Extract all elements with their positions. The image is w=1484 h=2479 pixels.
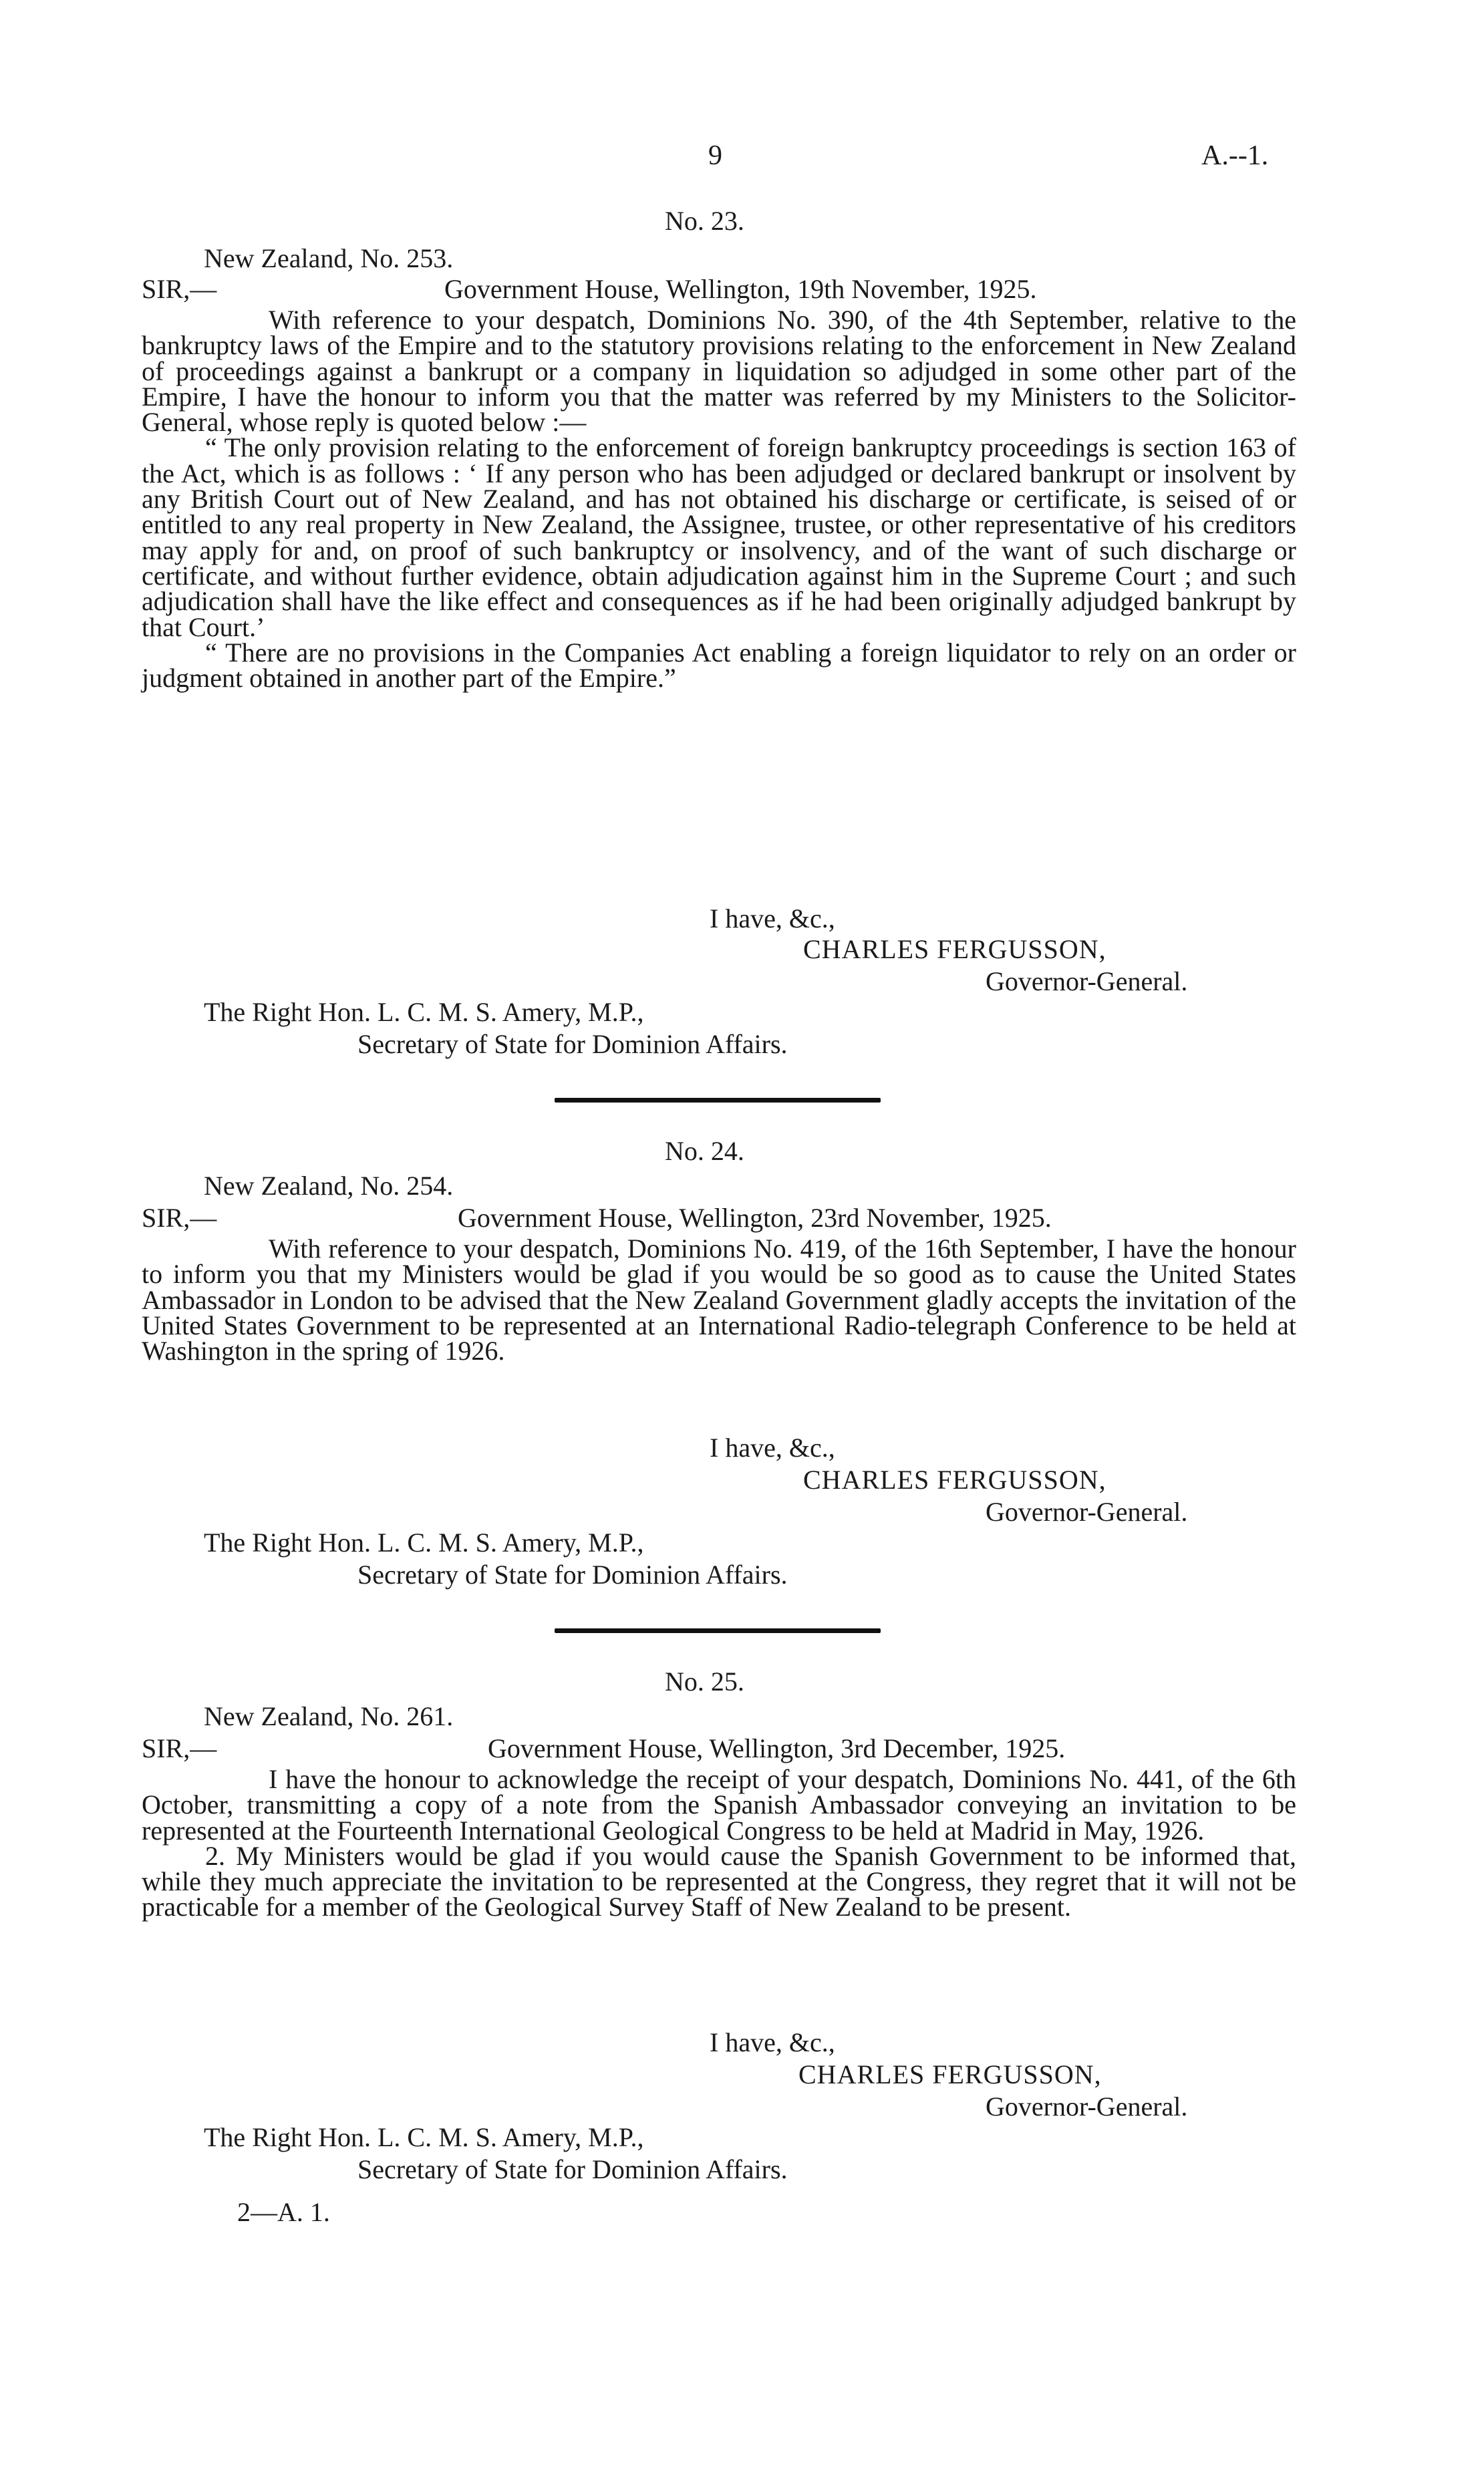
letter-24-ref: New Zealand, No. 254. xyxy=(204,1171,454,1201)
letter-25-salutation: SIR,— xyxy=(142,1733,217,1763)
letter-25-signatory-title: Governor-General. xyxy=(986,2091,1188,2122)
section-divider xyxy=(555,1098,881,1103)
page-number: 9 xyxy=(708,140,722,171)
letter-25-addressee: The Right Hon. L. C. M. S. Amery, M.P., xyxy=(204,2122,644,2152)
letter-24-addressee-title: Secretary of State for Dominion Affairs. xyxy=(357,1560,788,1590)
letter-25-number: No. 25. xyxy=(665,1666,744,1697)
letter-23-salutation: SIR,— xyxy=(142,274,217,304)
letter-25-addressee-title: Secretary of State for Dominion Affairs. xyxy=(357,2154,788,2184)
letter-24-salutation: SIR,— xyxy=(142,1203,217,1233)
letter-23-addressee-title: Secretary of State for Dominion Affairs. xyxy=(357,1029,788,1059)
letter-24-signatory: CHARLES FERGUSSON, xyxy=(803,1465,1106,1495)
letter-23-number: No. 23. xyxy=(665,206,744,236)
letter-25-closing: I have, &c., xyxy=(710,2027,835,2057)
letter-23-body xyxy=(142,305,1296,694)
letter-24-addressee: The Right Hon. L. C. M. S. Amery, M.P., xyxy=(204,1527,644,1558)
letter-23-paragraph-1: With reference to your despatch, Dominions No. 390, of the 4th September, relative to the bankruptcy laws of the Empire and to the statutory provisions relating to the enforcement in New Zealand of proceedings against a bankrupt or a company in liquidation so adjudged in some other part of the Empire, I have the honour to inform you that the matter was referred by my Ministers to the Solicitor-General, whose reply is quoted below :— xyxy=(142,305,1296,438)
letter-23-ref: New Zealand, No. 253. xyxy=(204,243,454,273)
letter-23-signatory: CHARLES FERGUSSON, xyxy=(803,934,1106,964)
signature-mark: 2—A. 1. xyxy=(237,2197,330,2227)
letter-24-signatory-title: Governor-General. xyxy=(986,1497,1188,1527)
letter-23-dateline: Government House, Wellington, 19th November, 1925. xyxy=(444,274,1037,304)
letter-25-paragraph-2: 2. My Ministers would be glad if you would cause the Spanish Government to be informed that, while they much appreciate the invitation to be represented at the Congress, they regret that it will not be practicable for a member of the Geological Survey Staff of New Zealand to be present. xyxy=(142,1840,1296,1922)
letter-25-ref: New Zealand, No. 261. xyxy=(204,1701,454,1731)
letter-24-dateline: Government House, Wellington, 23rd November, 1925. xyxy=(458,1203,1052,1233)
section-divider xyxy=(555,1628,881,1633)
letter-23-paragraph-2: “ The only provision relating to the enforcement of foreign bankruptcy proceedings is section 163 of the Act, which is as follows : ‘ If any person who has been adjudged or declared bankrupt or insolvent by any British Court out of New Zealand, and has not obtained his discharge or certificate, is seised of or entitled to any real property in New Zealand, the Assignee, trustee, or other representative of his creditors may apply for and, on proof of such bankruptcy or insolvency, and of the want of such discharge or certificate, and without further evidence, obtain adjudication against him in the Supreme Court ; and such adjudication shall have the like effect and consequences as if he had been originally adjudged bankrupt by that Court.’ xyxy=(142,432,1296,642)
letter-23-closing: I have, &c., xyxy=(710,903,835,933)
letter-25-dateline: Government House, Wellington, 3rd December, 1925. xyxy=(488,1733,1066,1763)
letter-23-addressee: The Right Hon. L. C. M. S. Amery, M.P., xyxy=(204,997,644,1027)
letter-24-number: No. 24. xyxy=(665,1136,744,1166)
letter-24-body xyxy=(142,1233,1296,1366)
letter-25-body xyxy=(142,1764,1296,1922)
letter-25-signatory: CHARLES FERGUSSON, xyxy=(798,2059,1102,2089)
letter-23-signatory-title: Governor-General. xyxy=(986,966,1188,996)
letter-24-paragraph-1: With reference to your despatch, Dominions No. 419, of the 16th September, I have the honour to inform you that my Ministers would be glad if you would be so good as to cause the United States Ambassador in London to be advised that the New Zealand Government gladly accepts the invitation of the United States Government to be represented at an International Radio-telegraph Conference to be held at Washington in the spring of 1926. xyxy=(142,1233,1296,1366)
letter-25-paragraph-1: I have the honour to acknowledge the receipt of your despatch, Dominions No. 441, of the 6th October, transmitting a copy of a note from the Spanish Ambassador conveying an invitation to be represented at the Fourteenth International Geological Congress to be held at Madrid in May, 1926. xyxy=(142,1764,1296,1846)
letter-24-closing: I have, &c., xyxy=(710,1433,835,1463)
letter-23-paragraph-3: “ There are no provisions in the Companies Act enabling a foreign liquidator to rely on an order or judgment obtained in another part of the Empire.” xyxy=(142,637,1296,694)
document-reference: A.--1. xyxy=(1201,140,1269,171)
